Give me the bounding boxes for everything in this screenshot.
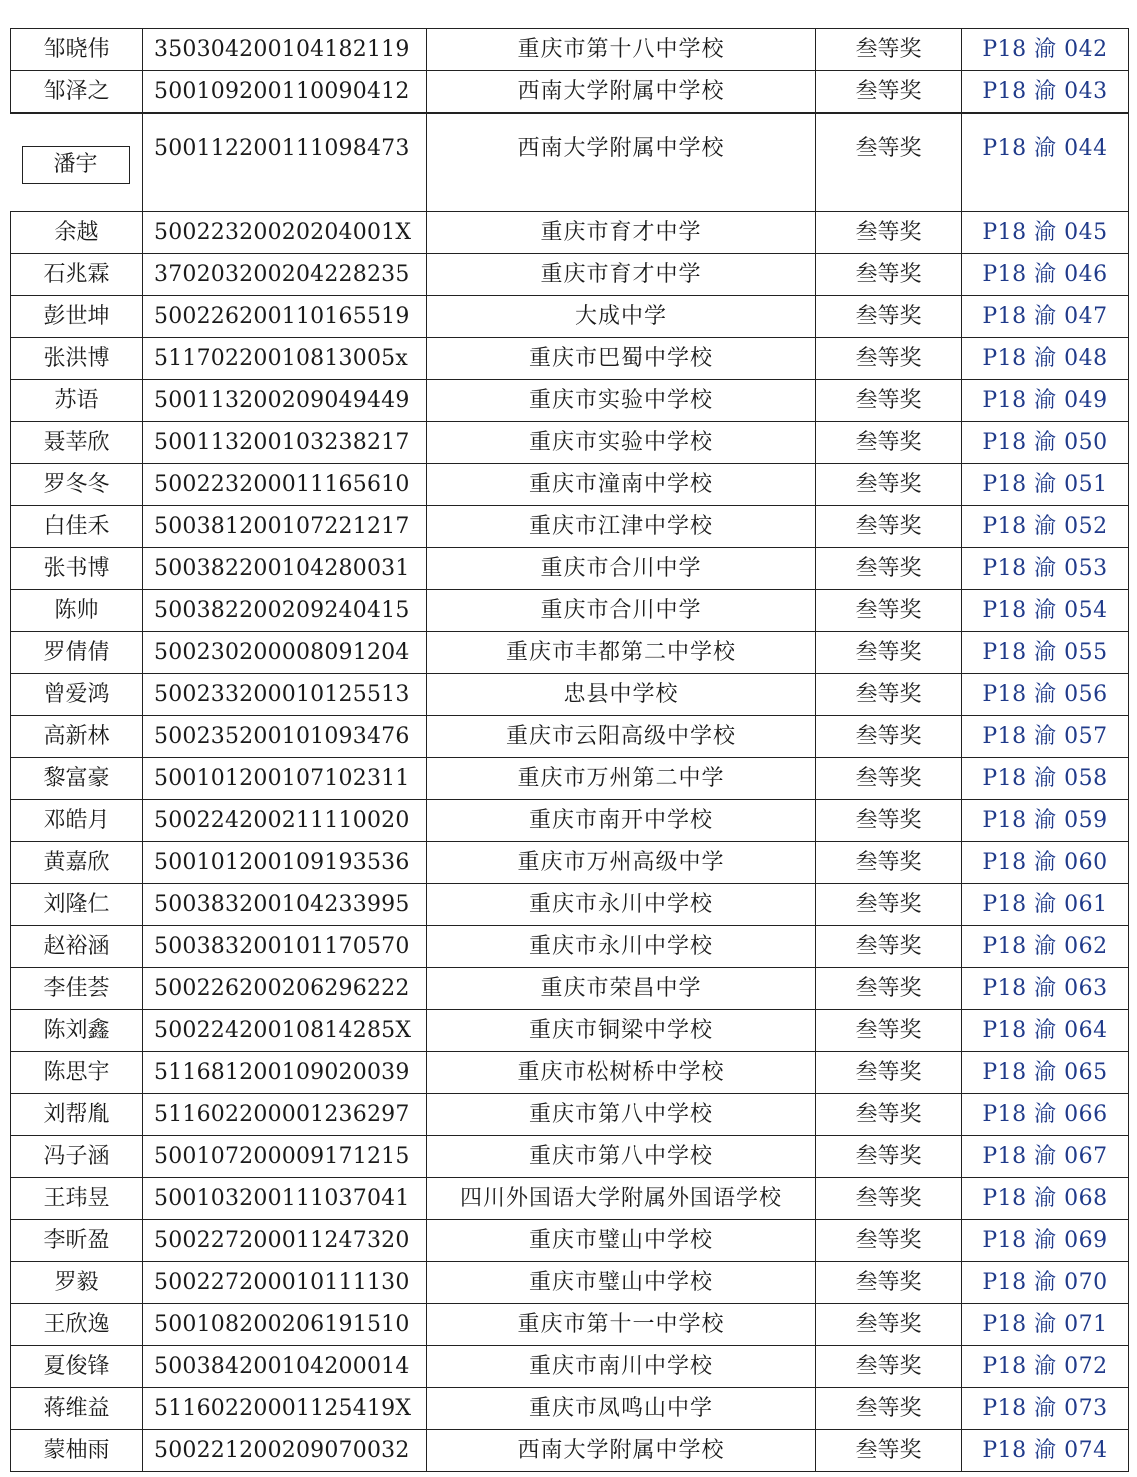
award-level: 叁等奖	[816, 338, 962, 380]
id-number: 500383200101170570	[143, 926, 427, 968]
certificate-number: P18 渝 051	[962, 464, 1129, 506]
award-level: 叁等奖	[816, 29, 962, 71]
award-list-sheet	[10, 28, 1118, 1472]
student-name: 高新林	[11, 716, 143, 758]
certificate-number: P18 渝 063	[962, 968, 1129, 1010]
student-name: 李昕盈	[11, 1220, 143, 1262]
certificate-number: P18 渝 065	[962, 1052, 1129, 1094]
table-row	[11, 1262, 1129, 1304]
student-name: 陈思宇	[11, 1052, 143, 1094]
id-number: 500108200206191510	[143, 1304, 427, 1346]
id-number: 50022420010814285X	[143, 1010, 427, 1052]
award-level: 叁等奖	[816, 548, 962, 590]
table-row	[11, 632, 1129, 674]
student-name: 蒙柚雨	[11, 1430, 143, 1472]
student-name: 王玮昱	[11, 1178, 143, 1220]
id-number: 500101200107102311	[143, 758, 427, 800]
student-name: 张洪博	[11, 338, 143, 380]
award-level: 叁等奖	[816, 1010, 962, 1052]
table-row	[11, 1346, 1129, 1388]
id-number: 500101200109193536	[143, 842, 427, 884]
student-name: 潘宇	[22, 146, 130, 184]
school-name: 重庆市潼南中学校	[427, 464, 816, 506]
certificate-number: P18 渝 073	[962, 1388, 1129, 1430]
school-name: 重庆市第十八中学校	[427, 29, 816, 71]
id-number: 51160220001125419X	[143, 1388, 427, 1430]
id-number: 500224200211110020	[143, 800, 427, 842]
table-row	[11, 758, 1129, 800]
school-name: 重庆市璧山中学校	[427, 1262, 816, 1304]
student-name: 刘帮胤	[11, 1094, 143, 1136]
school-name: 重庆市万州第二中学	[427, 758, 816, 800]
student-name: 蒋维益	[11, 1388, 143, 1430]
certificate-number: P18 渝 043	[962, 71, 1129, 113]
certificate-number: P18 渝 053	[962, 548, 1129, 590]
student-name: 邹晓伟	[11, 29, 143, 71]
student-name: 罗毅	[11, 1262, 143, 1304]
school-name: 重庆市永川中学校	[427, 884, 816, 926]
school-name: 重庆市松树桥中学校	[427, 1052, 816, 1094]
table-row	[11, 1388, 1129, 1430]
certificate-number: P18 渝 049	[962, 380, 1129, 422]
award-level: 叁等奖	[816, 674, 962, 716]
award-level: 叁等奖	[816, 254, 962, 296]
school-name: 重庆市巴蜀中学校	[427, 338, 816, 380]
table-row	[11, 968, 1129, 1010]
school-name: 重庆市南开中学校	[427, 800, 816, 842]
school-name: 重庆市江津中学校	[427, 506, 816, 548]
table-row	[11, 1010, 1129, 1052]
certificate-number: P18 渝 055	[962, 632, 1129, 674]
school-name: 重庆市第十一中学校	[427, 1304, 816, 1346]
certificate-number: P18 渝 046	[962, 254, 1129, 296]
student-name: 苏语	[11, 380, 143, 422]
school-name: 重庆市璧山中学校	[427, 1220, 816, 1262]
award-level: 叁等奖	[816, 1094, 962, 1136]
certificate-number: P18 渝 060	[962, 842, 1129, 884]
table-row	[11, 212, 1129, 254]
certificate-number: P18 渝 069	[962, 1220, 1129, 1262]
table-row	[11, 716, 1129, 758]
student-name: 张书博	[11, 548, 143, 590]
table-row	[11, 506, 1129, 548]
id-number: 500107200009171215	[143, 1136, 427, 1178]
table-row	[11, 1220, 1129, 1262]
table-row	[11, 464, 1129, 506]
award-level: 叁等奖	[816, 1388, 962, 1430]
certificate-number: P18 渝 074	[962, 1430, 1129, 1472]
student-name: 邹泽之	[11, 71, 143, 113]
award-level: 叁等奖	[816, 1262, 962, 1304]
name-cell	[11, 114, 143, 212]
table-row	[11, 254, 1129, 296]
table-row	[11, 590, 1129, 632]
student-name: 黄嘉欣	[11, 842, 143, 884]
table-row	[11, 71, 1129, 113]
table-row	[11, 380, 1129, 422]
award-level: 叁等奖	[816, 71, 962, 113]
table-row	[11, 1304, 1129, 1346]
award-level: 叁等奖	[816, 380, 962, 422]
school-name: 重庆市荣昌中学	[427, 968, 816, 1010]
award-level: 叁等奖	[816, 506, 962, 548]
certificate-number: P18 渝 047	[962, 296, 1129, 338]
school-name: 重庆市合川中学	[427, 590, 816, 632]
table-row	[11, 548, 1129, 590]
school-name: 西南大学附属中学校	[427, 1430, 816, 1472]
certificate-number: P18 渝 044	[962, 114, 1129, 212]
table-row	[11, 1430, 1129, 1472]
id-number: 511681200109020039	[143, 1052, 427, 1094]
id-number: 370203200204228235	[143, 254, 427, 296]
id-number: 350304200104182119	[143, 29, 427, 71]
id-number: 500223200011165610	[143, 464, 427, 506]
award-level: 叁等奖	[816, 1220, 962, 1262]
certificate-number: P18 渝 061	[962, 884, 1129, 926]
award-level: 叁等奖	[816, 632, 962, 674]
student-name: 曾爱鸿	[11, 674, 143, 716]
id-number: 500235200101093476	[143, 716, 427, 758]
id-number: 500103200111037041	[143, 1178, 427, 1220]
id-number: 500227200010111130	[143, 1262, 427, 1304]
school-name: 重庆市实验中学校	[427, 422, 816, 464]
certificate-number: P18 渝 056	[962, 674, 1129, 716]
student-name: 王欣逸	[11, 1304, 143, 1346]
award-level: 叁等奖	[816, 1052, 962, 1094]
certificate-number: P18 渝 057	[962, 716, 1129, 758]
student-name: 彭世坤	[11, 296, 143, 338]
table-row	[11, 338, 1129, 380]
id-number: 500113200103238217	[143, 422, 427, 464]
school-name: 重庆市云阳高级中学校	[427, 716, 816, 758]
certificate-number: P18 渝 059	[962, 800, 1129, 842]
student-name: 李佳荟	[11, 968, 143, 1010]
id-number: 500227200011247320	[143, 1220, 427, 1262]
id-number: 500382200209240415	[143, 590, 427, 632]
id-number: 500233200010125513	[143, 674, 427, 716]
award-level: 叁等奖	[816, 590, 962, 632]
student-name: 夏俊锋	[11, 1346, 143, 1388]
table-row	[11, 422, 1129, 464]
id-number: 500221200209070032	[143, 1430, 427, 1472]
award-level: 叁等奖	[816, 926, 962, 968]
school-name: 重庆市凤鸣山中学	[427, 1388, 816, 1430]
award-level: 叁等奖	[816, 114, 962, 212]
table-row	[11, 800, 1129, 842]
table-row	[11, 1094, 1129, 1136]
id-number: 50022320020204001X	[143, 212, 427, 254]
student-name: 邓皓月	[11, 800, 143, 842]
school-name: 重庆市丰都第二中学校	[427, 632, 816, 674]
school-name: 重庆市万州高级中学	[427, 842, 816, 884]
certificate-number: P18 渝 070	[962, 1262, 1129, 1304]
certificate-number: P18 渝 048	[962, 338, 1129, 380]
school-name: 重庆市育才中学	[427, 254, 816, 296]
id-number: 500230200008091204	[143, 632, 427, 674]
student-name: 余越	[11, 212, 143, 254]
school-name: 西南大学附属中学校	[427, 71, 816, 113]
id-number: 500113200209049449	[143, 380, 427, 422]
id-number: 500226200110165519	[143, 296, 427, 338]
id-number: 500381200107221217	[143, 506, 427, 548]
student-name: 陈帅	[11, 590, 143, 632]
student-name: 罗冬冬	[11, 464, 143, 506]
award-level: 叁等奖	[816, 1178, 962, 1220]
table-row	[11, 926, 1129, 968]
student-name: 罗倩倩	[11, 632, 143, 674]
student-name: 赵裕涵	[11, 926, 143, 968]
certificate-number: P18 渝 062	[962, 926, 1129, 968]
certificate-number: P18 渝 050	[962, 422, 1129, 464]
student-name: 刘隆仁	[11, 884, 143, 926]
school-name: 四川外国语大学附属外国语学校	[427, 1178, 816, 1220]
student-name: 陈刘鑫	[11, 1010, 143, 1052]
award-level: 叁等奖	[816, 758, 962, 800]
school-name: 重庆市第八中学校	[427, 1094, 816, 1136]
id-number: 51170220010813005x	[143, 338, 427, 380]
award-level: 叁等奖	[816, 842, 962, 884]
id-number: 511602200001236297	[143, 1094, 427, 1136]
award-table	[10, 28, 1129, 1472]
award-level: 叁等奖	[816, 422, 962, 464]
student-name: 聂莘欣	[11, 422, 143, 464]
certificate-number: P18 渝 064	[962, 1010, 1129, 1052]
certificate-number: P18 渝 058	[962, 758, 1129, 800]
award-level: 叁等奖	[816, 800, 962, 842]
table-row	[11, 884, 1129, 926]
certificate-number: P18 渝 052	[962, 506, 1129, 548]
school-name: 西南大学附属中学校	[427, 114, 816, 212]
award-level: 叁等奖	[816, 212, 962, 254]
table-row	[11, 1052, 1129, 1094]
school-name: 重庆市永川中学校	[427, 926, 816, 968]
certificate-number: P18 渝 072	[962, 1346, 1129, 1388]
award-level: 叁等奖	[816, 1304, 962, 1346]
table-row	[11, 1136, 1129, 1178]
certificate-number: P18 渝 071	[962, 1304, 1129, 1346]
id-number: 500384200104200014	[143, 1346, 427, 1388]
award-level: 叁等奖	[816, 464, 962, 506]
school-name: 忠县中学校	[427, 674, 816, 716]
certificate-number: P18 渝 042	[962, 29, 1129, 71]
table-row	[11, 1178, 1129, 1220]
award-level: 叁等奖	[816, 968, 962, 1010]
id-number: 500112200111098473	[143, 114, 427, 212]
school-name: 重庆市育才中学	[427, 212, 816, 254]
award-level: 叁等奖	[816, 1430, 962, 1472]
certificate-number: P18 渝 045	[962, 212, 1129, 254]
award-level: 叁等奖	[816, 1346, 962, 1388]
certificate-number: P18 渝 067	[962, 1136, 1129, 1178]
table-row	[11, 296, 1129, 338]
table-row	[11, 674, 1129, 716]
school-name: 重庆市铜梁中学校	[427, 1010, 816, 1052]
student-name: 石兆霖	[11, 254, 143, 296]
table-row	[11, 842, 1129, 884]
school-name: 重庆市实验中学校	[427, 380, 816, 422]
student-name: 黎富豪	[11, 758, 143, 800]
certificate-number: P18 渝 068	[962, 1178, 1129, 1220]
award-level: 叁等奖	[816, 884, 962, 926]
table-row	[11, 114, 1129, 212]
award-level: 叁等奖	[816, 296, 962, 338]
student-name: 白佳禾	[11, 506, 143, 548]
table-row	[11, 29, 1129, 71]
school-name: 重庆市南川中学校	[427, 1346, 816, 1388]
id-number: 500383200104233995	[143, 884, 427, 926]
certificate-number: P18 渝 066	[962, 1094, 1129, 1136]
id-number: 500109200110090412	[143, 71, 427, 113]
id-number: 500382200104280031	[143, 548, 427, 590]
school-name: 大成中学	[427, 296, 816, 338]
certificate-number: P18 渝 054	[962, 590, 1129, 632]
award-table-body	[11, 29, 1129, 1472]
school-name: 重庆市合川中学	[427, 548, 816, 590]
school-name: 重庆市第八中学校	[427, 1136, 816, 1178]
award-level: 叁等奖	[816, 1136, 962, 1178]
award-level: 叁等奖	[816, 716, 962, 758]
student-name: 冯子涵	[11, 1136, 143, 1178]
id-number: 500226200206296222	[143, 968, 427, 1010]
